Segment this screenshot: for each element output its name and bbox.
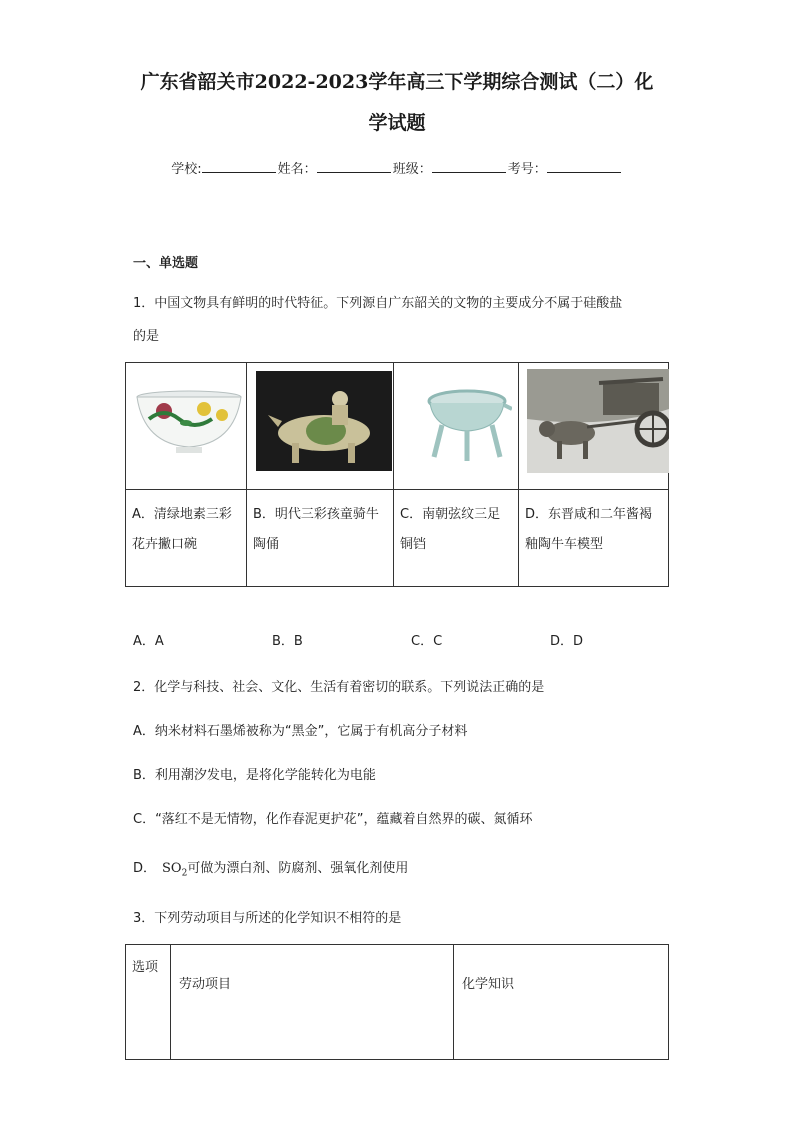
relic-b-caption: B．明代三彩孩童骑牛陶俑 xyxy=(247,490,394,587)
student-info-line xyxy=(0,158,794,177)
child-ox-figurine-image xyxy=(256,371,392,471)
q2-option-c[interactable]: C．“落红不是无情物，化作春泥更护花”，蕴藏着自然界的碳、氮循环 xyxy=(133,812,533,827)
school-label: 学校: xyxy=(171,162,202,177)
q3-table xyxy=(125,944,669,1060)
q1-stem-line1: 1．中国文物具有鲜明的时代特征。下列源自广东韶关的文物的主要成分不属于硅酸盐 xyxy=(133,296,623,311)
q3-header-option: 选项 xyxy=(126,945,171,1060)
relic-d-caption: D．东晋咸和二年酱褐釉陶牛车模型 xyxy=(519,490,669,587)
q1-options xyxy=(133,630,689,649)
so2-formula xyxy=(162,861,188,879)
q1-stem-line2: 的是 xyxy=(133,329,160,344)
relic-b-cell xyxy=(247,363,394,490)
relic-c-caption: C．南朝弦纹三足铜铛 xyxy=(394,490,519,587)
q1-option-c[interactable]: C．C xyxy=(411,634,443,649)
q1-option-d[interactable]: D．D xyxy=(550,634,584,649)
section-heading: 一、单选题 xyxy=(133,256,199,271)
ox-cart-model-image xyxy=(527,369,669,473)
school-blank[interactable] xyxy=(202,160,276,173)
exam-title-line1: 广东省韶关市2022-2023学年高三下学期综合测试（二）化 xyxy=(140,71,654,93)
q1-option-a[interactable]: A．A xyxy=(133,634,164,649)
so2-symbol: SO xyxy=(162,861,182,876)
relic-a-cell xyxy=(126,363,247,490)
q2-stem: 2．化学与科技、社会、文化、生活有着密切的联系。下列说法正确的是 xyxy=(133,680,545,695)
q2-option-d-prefix: D． xyxy=(133,861,157,876)
exam-number-label: 考号： xyxy=(507,162,547,177)
q3-header-knowledge: 化学知识 xyxy=(454,945,669,1060)
q2-option-b[interactable]: B．利用潮汐发电，是将化学能转化为电能 xyxy=(133,768,376,783)
q1-relics-table xyxy=(125,362,669,587)
q2-option-a[interactable]: A．纳米材料石墨烯被称为“黑金”，它属于有机高分子材料 xyxy=(133,724,468,739)
bowl-image xyxy=(134,389,244,459)
name-label: 姓名： xyxy=(277,162,317,177)
exam-number-blank[interactable] xyxy=(547,160,621,173)
class-label: 班级： xyxy=(392,162,432,177)
so2-subscript: 2 xyxy=(181,868,188,879)
name-blank[interactable] xyxy=(317,160,391,173)
q3-header-labor: 劳动项目 xyxy=(171,945,454,1060)
exam-title-line2: 学试题 xyxy=(368,112,426,134)
relic-a-caption: A．清绿地素三彩花卉撇口碗 xyxy=(126,490,247,587)
q2-option-d-text: 可做为漂白剂、防腐剂、强氧化剂使用 xyxy=(187,861,409,876)
relic-c-cell xyxy=(394,363,519,490)
q1-option-b[interactable]: B．B xyxy=(272,634,303,649)
relic-d-cell xyxy=(519,363,669,490)
class-blank[interactable] xyxy=(432,160,506,173)
tripod-bronze-image xyxy=(422,387,512,467)
q2-option-d[interactable] xyxy=(133,857,408,879)
q3-stem: 3．下列劳动项目与所述的化学知识不相符的是 xyxy=(133,911,402,926)
